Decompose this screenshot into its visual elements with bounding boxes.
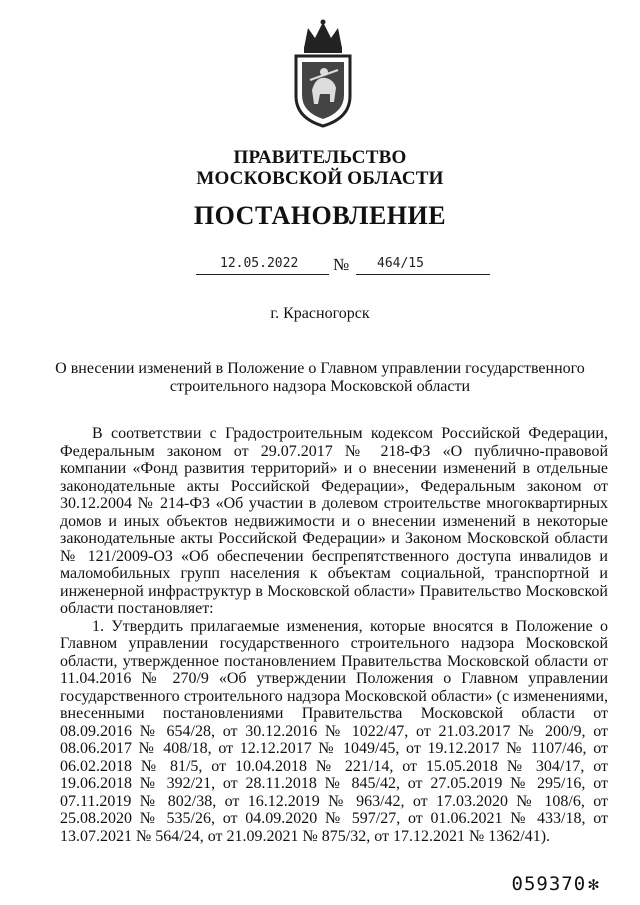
item-1-paragraph: 1. Утвердить прилагаемые изменения, которые вносятся в Положение о Главном управлении государственного строительного надзора Московской области, утвержденное постановлением Правительства Московской области от 11.04.2016 № 270/9 «Об утверждении Положения о Главном управлении государственного строительного надзора Московской области» (с изменениями, внесенными постановлениями Правительства Московской области от 08.09.2016 № 654/28, от 30.12.2016 № 1022/47, от 21.03.2017 № 200/9, от 08.06.2017 № 408/18, от 12.12.2017 № 1049/45, от 19.12.2017 № 1107/46, от 06.02.2018 № 81/5, от 10.04.2018 № 221/14, от 15.05.2018 № 304/17, от 19.06.2018 № 392/21, от 28.11.2018 № 845/42, от 27.05.2019 № 295/16, от 07.11.2019 № 802/38, от 16.12.2019 № 963/42, от 17.03.2020 № 108/6, от 25.08.2020 № 535/26, от 04.09.2020 № 597/27, от 01.06.2021 № 433/18, от 13.07.2021 № 564/24, от 21.09.2021 № 875/32, от 17.12.2021 № 1362/41). [60, 617, 608, 845]
preamble-paragraph: В соответствии с Градостроительным кодексом Российской Федерации, Федеральным законом от 29.07.2017 № 218-ФЗ «О публично-правовой компании «Фонд развития территорий» и о внесении изменений в отдельные законодательные акты Российской Федерации», Федеральным законом от 30.12.2004 № 214-ФЗ «Об участии в долевом строительстве многоквартирных домов и иных объектов недвижимости и о внесении изменений в некоторые законодательные акты Российской Федерации» и Законом Московской области № 121/2009-ОЗ «Об обеспечении беспрепятственного доступа инвалидов и маломобильных групп населения к объектам социальной, транспортной и инженерной инфраструктур в Московской области» Правительство Московской области постановляет: [60, 425, 608, 617]
city-line: г. Красногорск [270, 305, 370, 322]
document-type-title: ПОСТАНОВЛЕНИЕ [193, 201, 447, 230]
government-title-line2: МОСКОВСКОЙ ОБЛАСТИ [196, 168, 444, 189]
date-field [196, 254, 329, 275]
number-sign: № [333, 255, 350, 274]
document-subject: О внесении изменений в Положение о Главном управлении государственного строительного надзора Московской области [55, 360, 585, 395]
document-date: 12.05.2022 [220, 256, 299, 271]
serial-number [512, 873, 600, 895]
document-body [60, 425, 608, 845]
serial-number-value: 059370 [511, 873, 587, 895]
coat-of-arms-icon [290, 18, 356, 130]
serial-star-icon: ✻ [588, 874, 600, 895]
document-number: 464/15 [377, 256, 424, 271]
number-field [356, 254, 490, 275]
government-title-line1: ПРАВИТЕЛЬСТВО [233, 147, 407, 168]
